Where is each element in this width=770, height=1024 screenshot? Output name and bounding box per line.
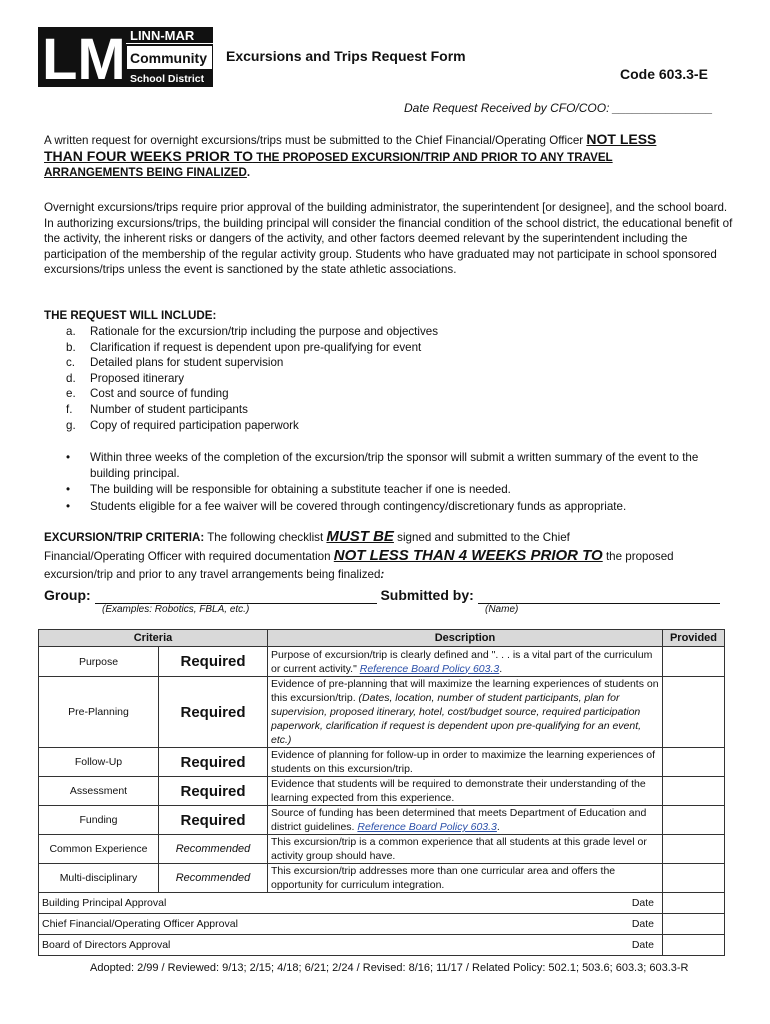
description-cell [268,806,663,835]
criteria-text-e: excursion/trip and prior to any travel arrangements being finalized [44,568,381,581]
intro-period: . [246,166,251,180]
criteria-text-b: signed and submitted to the Chief [393,531,570,544]
description-cell: This excursion/trip is a common experience that all students at this grade level or activity group should have. [268,835,663,864]
list-text: Cost and source of funding [90,387,229,401]
list-text: Detailed plans for student supervision [90,356,284,370]
intro-paragraph-2: Overnight excursions/trips require prior approval of the building administrator, the superintendent [or designee], and the school board. In authorizing excursions/trips, the building principal will consider the financial condition of the school district, the educational benefit of the activity, the inherent risks or dangers of the activity, and other factors deemed relevant by the superintendent including the participation of the membership of the regular activity group. Students who have graduated may not participate in school sponsored excursions/trips unless the event is sanctioned by the state athletic associations. [44,201,733,277]
criteria-cell: Common Experience [39,835,159,864]
list-marker: a. [66,325,76,338]
list-text: Copy of required participation paperwork [90,418,299,432]
bullet-text: Within three weeks of the completion of the excursion/trip the sponsor will submit a written summary of the event to the building principal. [90,451,699,480]
logo-line1: LINN-MAR [130,28,195,43]
approval-date-label: Date [631,897,654,909]
criteria-cell: Follow-Up [39,748,159,777]
header-criteria: Criteria [39,630,268,647]
list-text: Rationale for the excursion/trip including the purpose and objectives [90,325,439,338]
criteria-text-d: the proposed [602,550,674,563]
table-row [39,806,725,835]
form-title: Excursions and Trips Request Form [226,48,466,64]
level-cell: Required [159,748,268,777]
level-cell: Required [159,806,268,835]
approval-cell [39,893,663,914]
bullet-item [66,450,736,481]
list-item [66,386,438,402]
criteria-cell: Funding [39,806,159,835]
level-cell: Required [159,677,268,748]
arrangements-text: ARRANGEMENTS BEING FINALIZED [44,166,247,180]
district-logo [38,27,213,87]
criteria-cell: Multi-disciplinary [39,864,159,893]
list-marker: e. [66,387,76,401]
description-cell: This excursion/trip addresses more than one curricular area and offers the opportunity for curriculum integration. [268,864,663,893]
provided-checkbox[interactable] [663,647,725,677]
intro-paragraph-1 [44,132,734,181]
bullet-icon: • [66,499,71,513]
approval-label: Board of Directors Approval [42,939,171,951]
list-marker: c. [66,356,76,370]
provided-checkbox[interactable] [663,864,725,893]
table-header-row [39,630,725,647]
provided-checkbox[interactable] [663,777,725,806]
submitted-by-field[interactable] [478,587,720,604]
approval-label: Chief Financial/Operating Officer Approval [42,918,238,930]
list-marker: g. [66,418,76,432]
header-provided: Provided [663,630,725,647]
desc-italic: (Dates, location, number of student participants, plan for supervision, proposed itinerary, hotel, cost/budget source, required participation paperwork, clarification if request is dependent upon pre-qualifying for an event, etc.) [271,692,642,746]
approval-date-field[interactable] [663,893,725,914]
group-row [44,587,720,604]
table-row [39,647,725,677]
level-cell: Required [159,777,268,806]
description-cell: Evidence that students will be required to demonstrate their understanding of the learning expected from this experience. [268,777,663,806]
list-item [66,402,438,418]
request-list [66,324,438,433]
approval-row [39,914,725,935]
level-cell: Required [159,647,268,677]
table-row [39,864,725,893]
criteria-table [38,629,725,956]
list-item [66,324,438,340]
list-text: Proposed itinerary [90,371,185,385]
list-marker: f. [66,402,73,416]
desc-text: Source of funding has been determined that meets Department of Education and district guidelines. [271,807,647,833]
list-item [66,418,438,434]
approval-date-field[interactable] [663,914,725,935]
list-item [66,355,438,371]
level-cell: Recommended [159,864,268,893]
request-heading: THE REQUEST WILL INCLUDE: [44,309,217,322]
list-text: Number of student participants [90,402,248,416]
approval-row [39,935,725,956]
provided-checkbox[interactable] [663,835,725,864]
table-row [39,677,725,748]
footer-revision: Adopted: 2/99 / Reviewed: 9/13; 2/15; 4/18; 6/21; 2/24 / Revised: 8/16; 11/17 / Related Policy: 502.1; 503.6; 603.3; 603.3-R [90,962,689,974]
bullet-text: Students eligible for a fee waiver will be covered through contingency/discretionary funds as appropriate. [90,499,627,513]
desc-end: . [496,821,500,833]
criteria-cell: Purpose [39,647,159,677]
approval-date-field[interactable] [663,935,725,956]
group-label: Group: [44,587,91,603]
bullet-icon: • [66,483,71,497]
level-cell: Recommended [159,835,268,864]
list-item [66,340,438,356]
desc-end: . [499,662,503,675]
provided-checkbox[interactable] [663,748,725,777]
description-cell [268,677,663,748]
name-hint: (Name) [485,604,519,615]
not-less-4-weeks-emph: NOT LESS THAN 4 WEEKS PRIOR TO [333,547,603,564]
header-description: Description [268,630,663,647]
provided-checkbox[interactable] [663,806,725,835]
approval-row [39,893,725,914]
criteria-text-a: The following checklist [204,531,327,544]
criteria-label: EXCURSION/TRIP CRITERIA: [44,531,205,544]
criteria-text-c: Financial/Operating Officer with required documentation [44,550,334,563]
group-field[interactable] [95,587,377,604]
list-marker: b. [66,340,76,354]
logo-lm: LM [42,27,126,87]
date-received-line: Date Request Received by CFO/COO: _______________ [404,101,713,115]
approval-label: Building Principal Approval [42,897,167,909]
policy-link[interactable]: Reference Board Policy 603.3 [359,662,500,675]
bullet-text: The building will be responsible for obtaining a substitute teacher if one is needed. [90,483,511,497]
four-weeks-emph: THAN FOUR WEEKS PRIOR TO [44,147,253,164]
policy-link[interactable]: Reference Board Policy 603.3 [357,821,497,833]
group-examples: (Examples: Robotics, FBLA, etc.) [102,604,250,615]
criteria-paragraph [44,528,734,584]
must-be-emph: MUST BE [326,528,394,545]
approval-cell [39,914,663,935]
table-row [39,748,725,777]
description-cell [268,647,663,677]
desc-text: Purpose of excursion/trip is clearly defined and ". . . is a vital part of the curriculum or current activity." [271,648,653,675]
bullet-item [66,482,736,498]
approval-date-label: Date [631,939,654,951]
bullet-list [66,450,736,515]
description-cell: Evidence of planning for follow-up in order to maximize the learning experiences of students on this excursion/trip. [268,748,663,777]
desc-text: Evidence of pre-planning that will maximize the learning experiences of students on this excursion/trip. [271,678,659,704]
criteria-cell: Pre-Planning [39,677,159,748]
criteria-colon: : [380,568,385,581]
provided-checkbox[interactable] [663,677,725,748]
list-marker: d. [66,371,76,385]
not-less-emph: NOT LESS [586,131,657,147]
logo-line3: School District [130,73,205,85]
bullet-icon: • [66,451,71,464]
bullet-item [66,499,736,515]
logo-line2: Community [130,50,207,66]
list-text: Clarification if request is dependent upon pre-qualifying for event [90,340,422,354]
table-row [39,835,725,864]
submitted-by-label: Submitted by: [380,587,474,603]
proposed-trip-text: THE PROPOSED EXCURSION/TRIP AND PRIOR TO ANY TRAVEL [252,150,613,164]
intro-text: A written request for overnight excursions/trips must be submitted to the Chief Financial/Operating Officer [44,134,587,147]
form-code: Code 603.3-E [620,66,708,82]
table-row [39,777,725,806]
approval-date-label: Date [631,918,654,930]
approval-cell [39,935,663,956]
list-item [66,371,438,387]
criteria-cell: Assessment [39,777,159,806]
